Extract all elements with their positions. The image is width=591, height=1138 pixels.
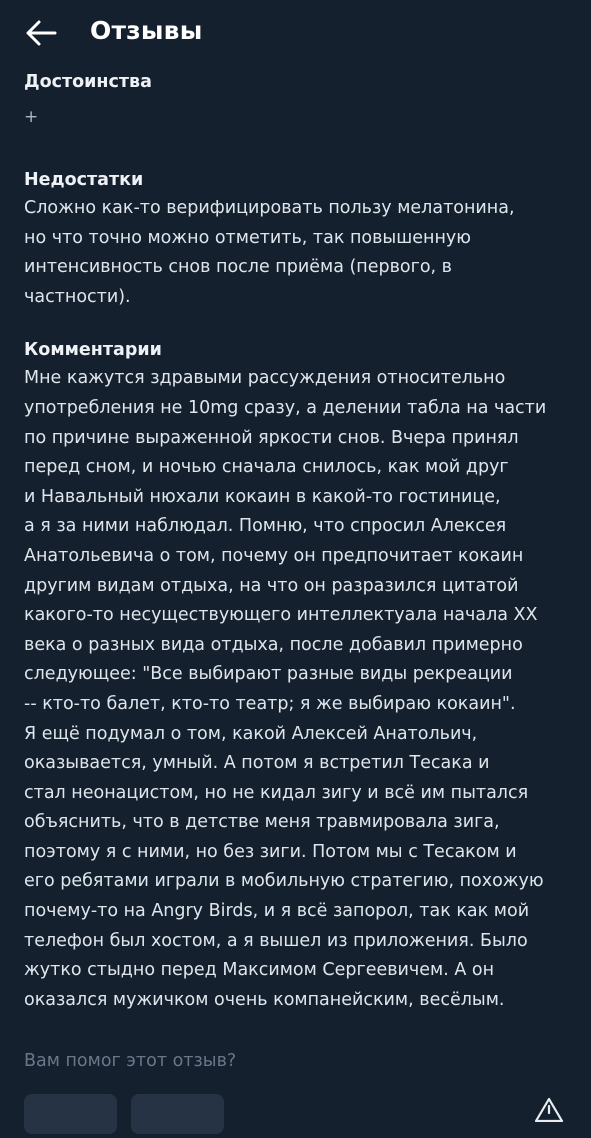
vote-buttons <box>24 1094 233 1124</box>
cons-text: Сложно как-то верифицировать пользу мелатонина, но что точно можно отметить, так повышенную интенсивность снов после приёма (первого, в частности). <box>24 198 515 307</box>
pros-text: + <box>24 107 39 127</box>
helpful-yes-button[interactable] <box>24 1094 117 1134</box>
page-title: Отзывы <box>90 16 203 45</box>
review-content <box>24 68 574 1015</box>
arrow-left-icon <box>22 14 60 52</box>
helpful-question: Вам помог этот отзыв? <box>24 1051 237 1071</box>
warning-triangle-icon[interactable] <box>534 1096 564 1122</box>
back-button[interactable] <box>22 14 60 52</box>
comments-title: Комментарии <box>24 340 162 361</box>
pros-title: Достоинства <box>24 72 152 92</box>
cons-title: Недостатки <box>24 170 144 190</box>
comments-text: Мне кажутся здравыми рассуждения относительно употребления не 10mg сразу, а делении табла на части по причине выраженной яркости снов. Вчера принял перед сном, и ночью сначала снилось, как мой друг и Навальный нюхали кокаин в какой-то гостинице, а я за ними наблюдал. Помню, что спросил Алексея Анатольевича о том, почему он предпочитает кокаин другим видам отдыха, на что он разразился цитатой какого-то несуществующего интеллектуала начала XX века о разных вида отдыха, после добавил примерно следующее: "Все выбирают разные виды рекреации -- кто-то балет, кто-то театр; я же выбираю кокаин". Я ещё подумал о том, какой Алексей Анатольич, оказывается, умный. А потом я встретил Тесака и стал неонацистом, но не кидал зигу и всё им пытался объяснить, что в детстве меня травмировала зига, поэтому я с ними, но без зиги. Потом мы с Тесаком и его ребятами играли в мобильную стратегию, похожую почему-то на Angry Birds, и я всё запорол, так как мой телефон был хостом, а я вышел из приложения. Было жутко стыдно перед Максимом Сергеевичем. А он оказался мужичком очень компанейским, весёлым. <box>24 368 547 1010</box>
app-header <box>0 0 591 64</box>
helpful-no-button[interactable] <box>131 1094 224 1134</box>
